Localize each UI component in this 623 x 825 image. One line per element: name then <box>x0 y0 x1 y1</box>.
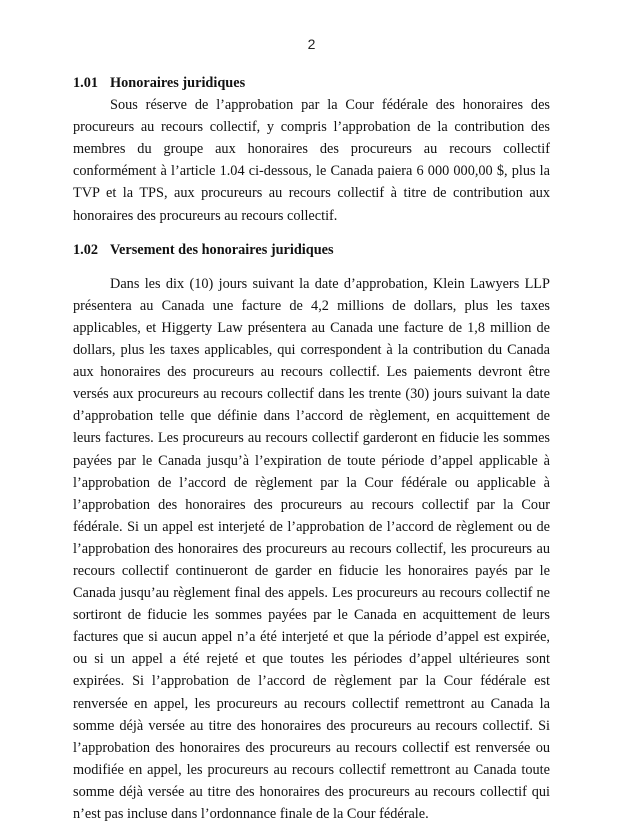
section-1-02 <box>73 239 550 825</box>
section-title: Versement des honoraires juridiques <box>110 241 334 258</box>
section-heading <box>73 239 550 261</box>
page-number: 2 <box>307 36 316 52</box>
document-body <box>73 72 550 825</box>
section-number: 1.02 <box>73 241 99 258</box>
section-number: 1.01 <box>73 75 99 91</box>
section-heading <box>73 72 550 94</box>
section-1-01 <box>73 72 550 227</box>
section-paragraph: Dans les dix (10) jours suivant la date d’approbation, Klein Lawyers LLP présentera au Canada une facture de 4,2 millions de dollars, plus les taxes applicables, et Higgerty Law présentera au Canada une facture de 1,8 million de dollars, plus les taxes applicables, qui correspondent à la contribution du Canada aux honoraires des procureurs au recours collectif. Les paiements devront être versés aux procureurs au recours collectif dans les trente (30) jours suivant la date d’approbation telle que définie dans l’accord de règlement, en acquittement de leurs factures. Les procureurs au recours collectif garderont en fiducie les sommes payées par le Canada jusqu’à l’expiration de toute période d’appel applicable à l’approbation de l’accord de règlement par la Cour fédérale ou applicable à l’approbation des honoraires des procureurs au recours collectif par la Cour fédérale. Si un appel est interjeté de l’approbation de l’accord de règlement ou de l’approbation des honoraires des procureurs au recours collectif, les procureurs au recours collectif continueront de garder en fiducie les honoraires payés par le Canada jusqu’au règlement final des appels. Les procureurs au recours collectif ne sortiront de fiducie les sommes payées par le Canada en acquittement de leurs factures que si aucun appel n’a été interjeté et que la période d’appel est expirée, ou si un appel a été rejeté et que toutes les périodes d’appel ultérieures sont expirées. Si l’approbation de l’accord de règlement par la Cour fédérale est renversée en appel, les procureurs au recours collectif remettront au Canada la somme déjà versée au titre des honoraires des procureurs au recours collectif. Si l’approbation des honoraires des procureurs au recours collectif est renversée ou modifiée en appel, les procureurs au recours collectif remettront au Canada toute somme déjà versée au titre des honoraires des procureurs au recours collectif qui n’est pas incluse dans l’ordonnance finale de la Cour fédérale. <box>73 275 550 822</box>
section-paragraph: Sous réserve de l’approbation par la Cour fédérale des honoraires des procureurs au recours collectif, y compris l’approbation de la contribution des membres du groupe aux honoraires des procureurs au recours collectif conformément à l’article 1.04 ci-dessous, le Canada paiera 6 000 000,00 $, plus la TVP et la TPS, aux procureurs au recours collectif à titre de contribution aux honoraires des procureurs au recours collectif. <box>73 97 550 224</box>
section-title: Honoraires juridiques <box>110 75 246 91</box>
